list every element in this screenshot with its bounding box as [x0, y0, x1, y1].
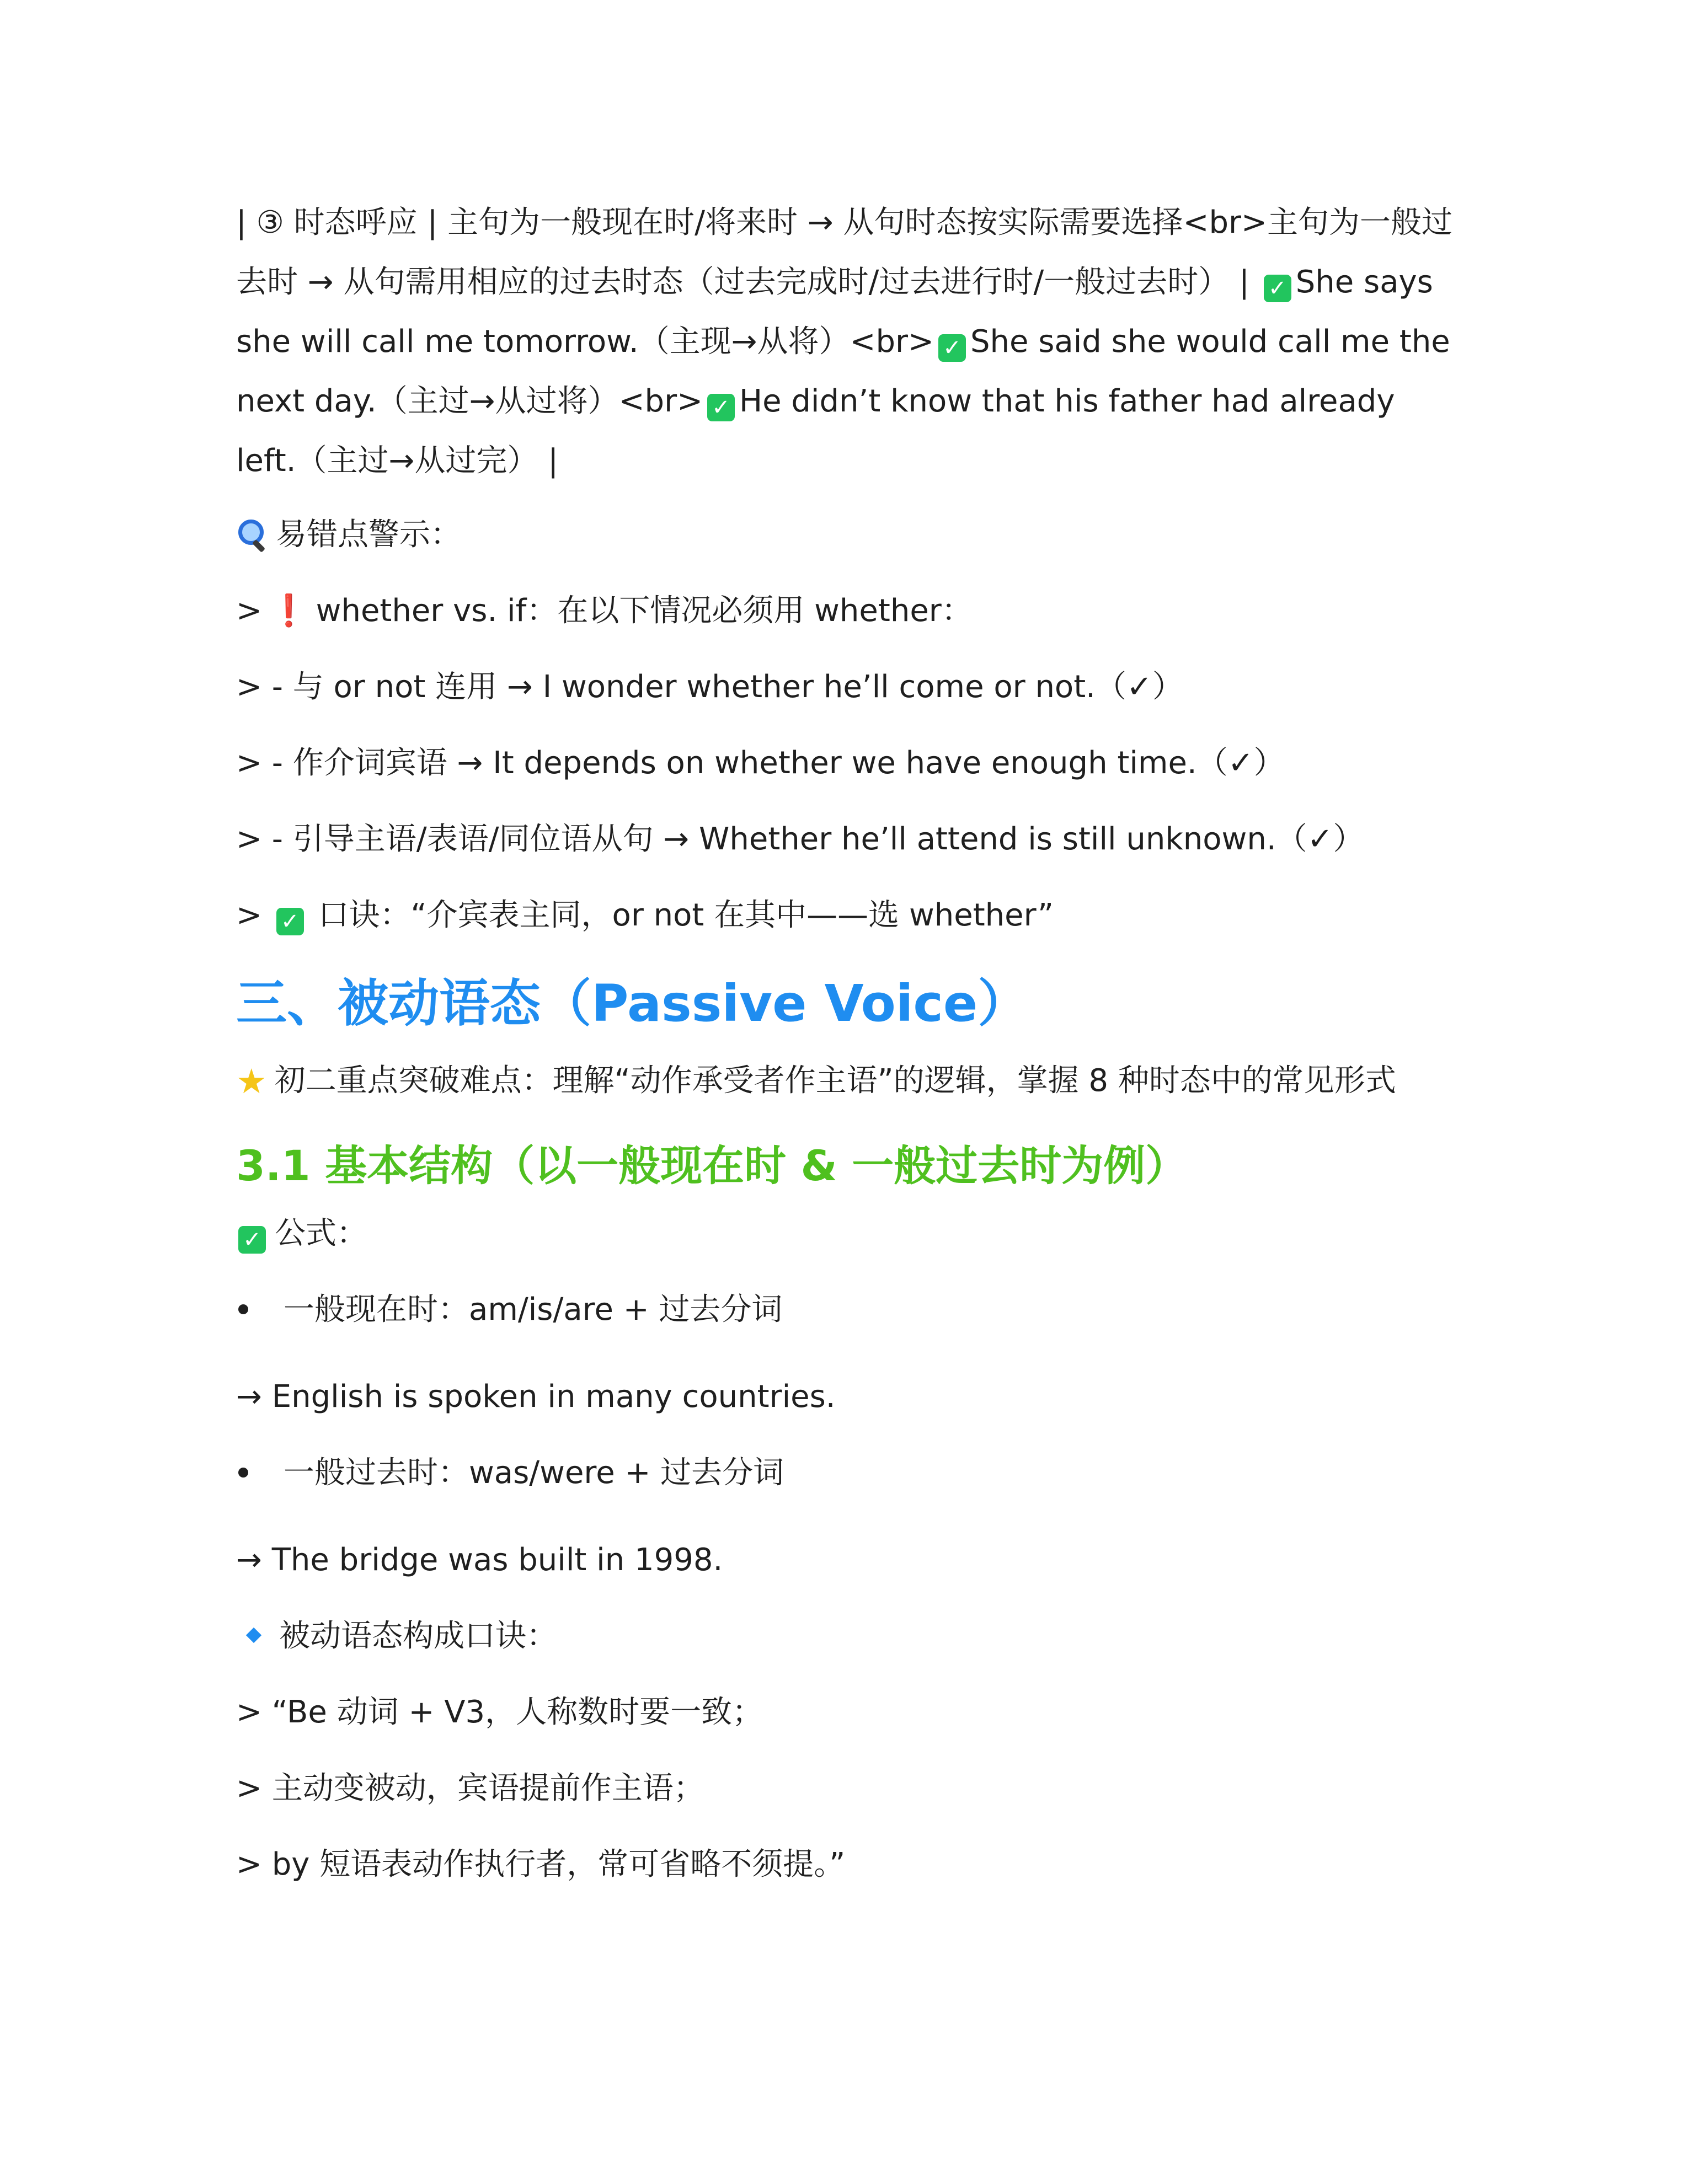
mnemonic-line: > 主动变被动，宾语提前作主语； — [236, 1770, 704, 1806]
star-icon: ★ — [236, 1061, 267, 1101]
exclamation-icon: ❗ — [269, 593, 308, 629]
table-row-text: | ③ 时态呼应 | 主句为一般现在时/将来时 → 从句时态按实际需要选择<br>主句为一般过去时 → 从句需用相应的过去时态（过去完成时/过去进行时/一般过去时） | — [236, 205, 1452, 300]
formula-heading — [236, 1212, 1455, 1256]
quote-item-text: - 作介词宾语 → It depends on whether we have enough time.（✓） — [271, 745, 1285, 781]
check-box-icon: ✓ — [276, 908, 304, 935]
bullet-dot-icon — [238, 1468, 248, 1478]
section-3-title: 三、被动语态（Passive Voice） — [236, 974, 1029, 1033]
bullet-text: 一般现在时：am/is/are + 过去分词 — [284, 1292, 783, 1327]
formula-label: 公式： — [275, 1216, 367, 1251]
quote-item-text: - 引导主语/表语/同位语从句 → Whether he’ll attend is still unknown.（✓） — [271, 821, 1364, 857]
mnemonic-title: 被动语态构成口诀： — [279, 1618, 557, 1654]
example-line: → The bridge was built in 1998. — [236, 1542, 723, 1578]
list-item — [236, 1451, 1455, 1495]
document-page — [236, 193, 1455, 1919]
quote-mnemonic-text: 口诀：“介宾表主同，or not 在其中——选 whether” — [318, 897, 1054, 933]
list-item — [236, 1288, 1455, 1332]
warning-title: 易错点警示： — [276, 517, 461, 553]
bullet-dot-icon — [238, 1304, 248, 1314]
table-row-paragraph — [236, 193, 1455, 491]
quote-whether-line — [236, 589, 1455, 633]
check-box-icon: ✓ — [1264, 275, 1291, 302]
check-box-icon: ✓ — [238, 1226, 266, 1254]
quote-item — [236, 665, 1455, 709]
quote-marker: > — [236, 669, 262, 705]
table-row-example-3: He didn’t know that his father had already left.（主过→从过完） | — [236, 383, 1395, 479]
section-3-note-text: 初二重点突破难点：理解“动作承受者作主语”的逻辑，掌握 8 种时态中的常见形式 — [274, 1063, 1396, 1099]
bullet-text: 一般过去时：was/were + 过去分词 — [284, 1455, 784, 1491]
table-row-example-1: She says she will call me tomorrow.（主现→从将）<br> — [236, 264, 1433, 360]
check-box-icon: ✓ — [707, 394, 735, 421]
subsection-3-1-title: 3.1 基本结构（以一般现在时 & 一般过去时为例） — [236, 1141, 1188, 1190]
mnemonic-line: > “Be 动词 + V3，人称数时要一致； — [236, 1694, 763, 1730]
quote-marker: > — [236, 745, 262, 781]
blue-diamond-icon — [246, 1628, 261, 1643]
mnemonic-heading — [236, 1614, 1455, 1658]
quote-marker: > — [236, 897, 262, 933]
table-row-example-2: She said she would call me the next day.（主过→从过将）<br> — [236, 324, 1450, 419]
check-box-icon: ✓ — [938, 334, 966, 362]
quote-item — [236, 741, 1455, 785]
mnemonic-line: > by 短语表动作执行者，常可省略不须提。” — [236, 1846, 846, 1882]
section-3-note — [236, 1059, 1455, 1104]
quote-item — [236, 817, 1455, 861]
example-line: → English is spoken in many countries. — [236, 1379, 836, 1415]
quote-whether-text: whether vs. if：在以下情况必须用 whether： — [316, 593, 973, 629]
quote-item-text: - 与 or not 连用 → I wonder whether he’ll come or not.（✓） — [271, 669, 1183, 705]
quote-marker: > — [236, 821, 262, 857]
quote-mnemonic-line — [236, 893, 1455, 938]
magnifier-icon — [236, 518, 267, 549]
warning-heading — [236, 513, 1455, 557]
quote-marker: > — [236, 593, 262, 629]
